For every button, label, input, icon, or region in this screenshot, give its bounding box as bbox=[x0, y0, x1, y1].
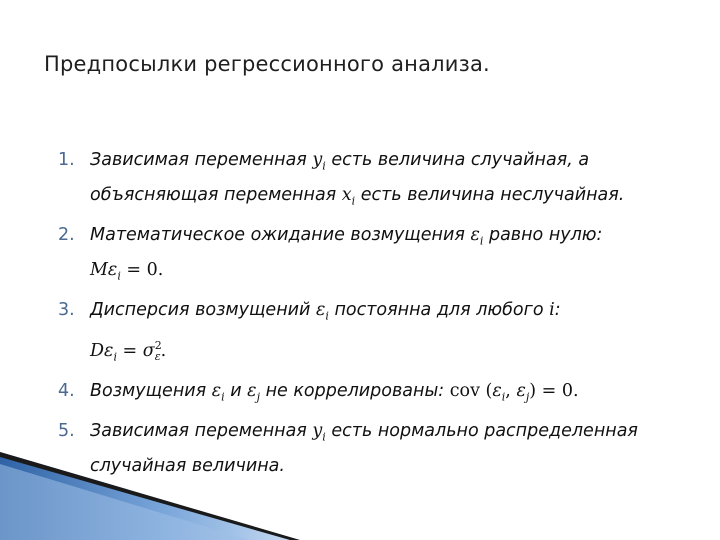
slide-title: Предпосылки регрессионного анализа. bbox=[44, 52, 490, 76]
math-symbol: σ bbox=[142, 340, 155, 361]
item-formula bbox=[90, 331, 698, 371]
math-subscript: i bbox=[322, 430, 326, 444]
item-line bbox=[90, 377, 698, 412]
math-subscript: i bbox=[221, 390, 225, 404]
assumptions-list bbox=[58, 146, 698, 487]
math-text: , bbox=[505, 380, 517, 401]
item-text: есть величина случайная, а bbox=[325, 150, 590, 170]
item-number: 1. bbox=[58, 150, 75, 170]
item-formula bbox=[90, 256, 698, 291]
item-text: постоянна для любого bbox=[328, 300, 550, 320]
list-item bbox=[58, 221, 698, 290]
math-symbol: y bbox=[312, 421, 323, 442]
item-text: случайная величина. bbox=[90, 455, 285, 476]
math-subscript: i bbox=[322, 159, 326, 173]
item-text: объясняющая переменная bbox=[90, 184, 342, 205]
item-text: равно нулю: bbox=[483, 225, 603, 245]
item-line bbox=[90, 146, 698, 181]
item-number: 4. bbox=[58, 380, 75, 401]
item-line bbox=[90, 221, 698, 256]
math-symbol: x bbox=[341, 184, 352, 205]
item-number: 5. bbox=[58, 421, 75, 442]
math-symbol: ε bbox=[247, 380, 257, 401]
item-text: не коррелированы: bbox=[260, 380, 450, 401]
math-symbol: ε bbox=[492, 380, 502, 401]
math-symbol: ε bbox=[315, 300, 326, 320]
math-symbol: M bbox=[90, 259, 108, 280]
item-line bbox=[90, 417, 698, 452]
math-text: = 0. bbox=[120, 259, 164, 280]
item-text: Возмущения bbox=[90, 380, 212, 401]
item-text: и bbox=[224, 380, 248, 401]
list-item bbox=[58, 377, 698, 412]
list-item bbox=[58, 146, 698, 215]
item-line bbox=[90, 296, 698, 331]
math-symbol: ε bbox=[107, 259, 118, 280]
math-subscript: j bbox=[256, 390, 260, 404]
item-text: : bbox=[554, 300, 561, 320]
math-text: ( bbox=[479, 380, 493, 401]
math-symbol: ε bbox=[211, 380, 222, 401]
math-subscript: i bbox=[501, 390, 506, 404]
math-symbol: ε bbox=[470, 225, 480, 245]
math-text: . bbox=[160, 340, 167, 361]
math-text: cov bbox=[449, 380, 480, 401]
item-text: есть величина неслучайная. bbox=[355, 184, 625, 205]
item-text: есть нормально распределенная bbox=[325, 421, 638, 442]
math-subscript: i bbox=[113, 349, 117, 363]
math-subscript: i bbox=[479, 234, 484, 248]
list-item bbox=[58, 296, 698, 371]
math-symbol: i bbox=[549, 300, 555, 320]
decorative-ribbon bbox=[0, 452, 720, 540]
math-symbol: ε bbox=[104, 340, 114, 361]
math-symbol: y bbox=[312, 150, 323, 170]
math-subscript: i bbox=[351, 194, 356, 207]
math-subscript: i bbox=[325, 309, 329, 323]
math-superscript: 2 bbox=[154, 338, 162, 352]
item-number: 3. bbox=[58, 300, 75, 320]
math-symbol: ε bbox=[516, 380, 526, 401]
math-subscript: ε bbox=[154, 349, 161, 363]
item-line bbox=[90, 181, 698, 216]
item-text: Зависимая переменная bbox=[90, 421, 313, 442]
math-text: = bbox=[116, 340, 143, 361]
item-number: 2. bbox=[58, 225, 75, 245]
math-text: ) = 0. bbox=[529, 380, 579, 401]
math-subscript: j bbox=[525, 390, 530, 404]
item-text: Дисперсия возмущений bbox=[90, 300, 316, 320]
math-subscript: i bbox=[117, 269, 121, 282]
math-symbol: D bbox=[90, 340, 105, 361]
item-text: Зависимая переменная bbox=[90, 150, 313, 170]
item-text: Математическое ожидание возмущения bbox=[90, 225, 471, 245]
